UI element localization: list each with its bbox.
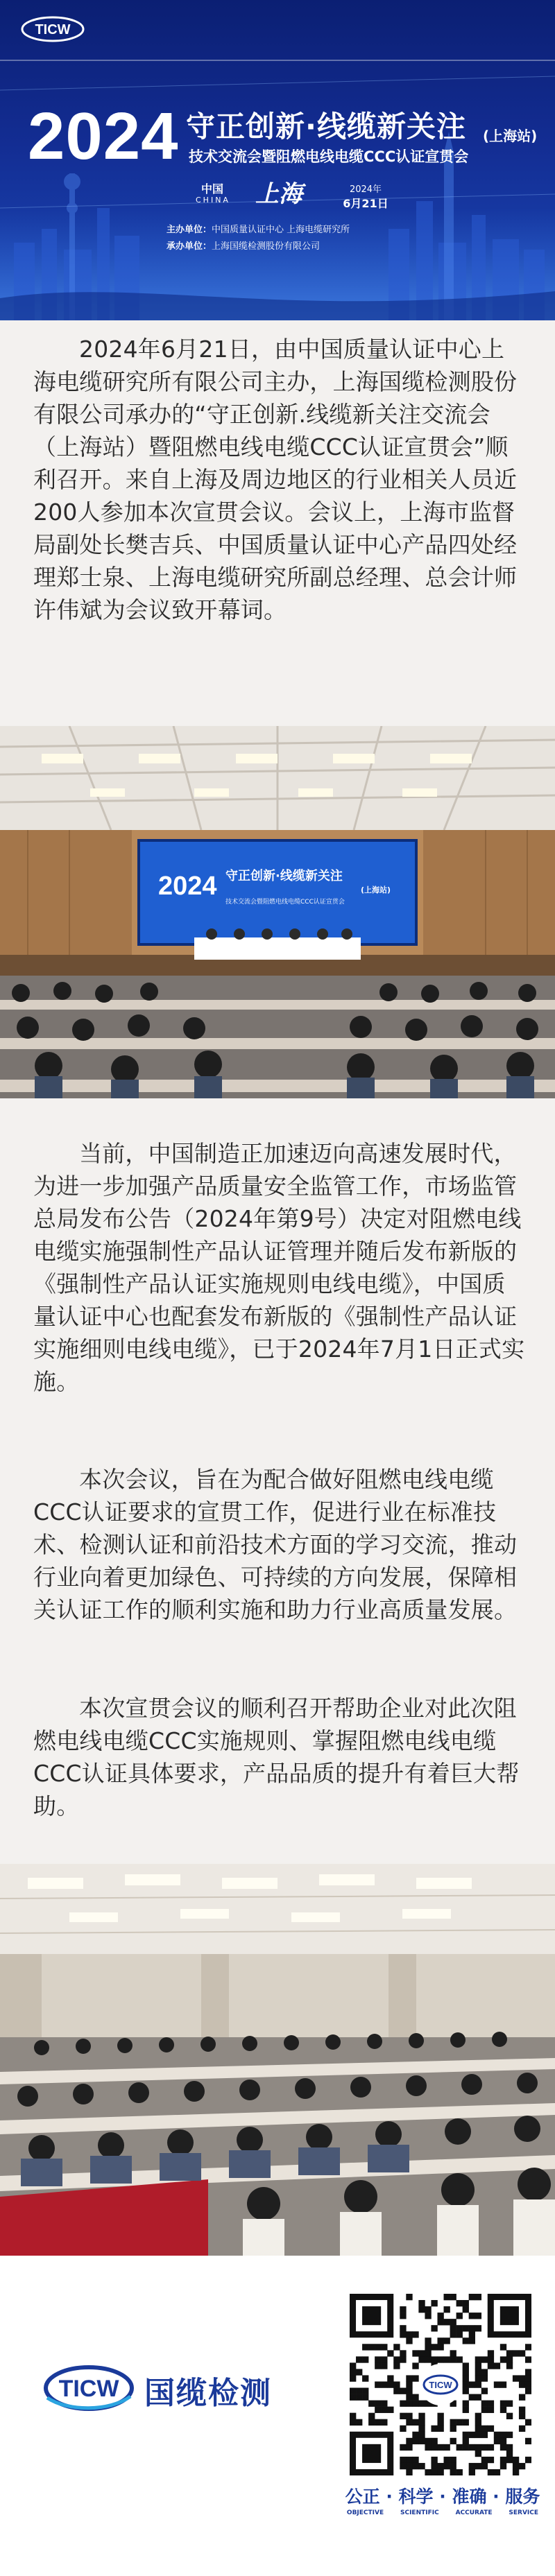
banner-divider [0, 60, 555, 61]
footer-logo-text: TICW [58, 2376, 119, 2402]
banner-date [341, 182, 390, 211]
conference-photo-audience [0, 1864, 555, 2256]
host-line [166, 222, 350, 239]
slogan-en-accurate: ACCURATE [455, 2509, 493, 2516]
banner-city-zh: 中国 [201, 182, 224, 196]
footer-slogan: 公正 · 科学 · 准确 · 服务 [345, 2487, 540, 2507]
host-value: 中国质量认证中心 上海电缆研究所 [212, 225, 350, 235]
organizer-line [166, 239, 350, 255]
screen-subtitle: 技术交流会暨阻燃电线电缆CCC认证宣贯会 [225, 899, 345, 906]
slogan-en-scientific: SCIENTIFIC [400, 2509, 439, 2516]
qr-center-logo-text: TICW [429, 2380, 452, 2390]
ticw-logo [19, 15, 86, 43]
ticw-logo-text: TICW [35, 22, 71, 37]
organizer-value: 上海国缆检测股份有限公司 [212, 241, 321, 252]
host-label: 主办单位： [166, 225, 212, 235]
event-banner [0, 0, 555, 320]
footer-slogan-en [339, 2509, 547, 2516]
banner-subtitle: 技术交流会暨阻燃电线电缆CCC认证宣贯会 [189, 148, 469, 165]
screen-station: (上海站) [361, 885, 391, 894]
organizer-label: 承办单位： [166, 241, 212, 252]
banner-city-en: CHINA [196, 196, 230, 205]
banner-city-name: 上海 [255, 180, 302, 208]
ticw-logo [40, 2356, 137, 2420]
article-paragraph-1: 2024年6月21日，由中国质量认证中心上海电缆研究所有限公司主办，上海国缆检测股份有限公司承办的“守正创新.线缆新关注交流会（上海站）暨阻燃电线电缆CCC认证宣贯会”顺利召开。来自上海及周边地区的行业相关人员近200人参加本次宣贯会议。会议上，上海市监督局副处长樊吉兵、中国质量认证中心产品四处经理郑士泉、上海电缆研究所副总经理、总会计师许伟斌为会议致开幕词。 [33, 336, 518, 623]
footer-brand: 国缆检测 [144, 2376, 272, 2411]
article-paragraph-3: 本次会议，旨在为配合做好阻燃电线电缆CCC认证要求的宣贯工作，促进行业在标准技术、检测认证和前沿技术方面的学习交流，推动行业向着更加绿色、可持续的方向发展，保障相关认证工作的顺利实施和助力行业高质量发展。 [33, 1466, 518, 1623]
screen-title: 守正创新·线缆新关注 [225, 869, 343, 883]
banner-date-year: 2024年 [349, 184, 382, 195]
article-paragraph-4: 本次宣贯会议的顺利召开帮助企业对此次阻燃电线电缆CCC实施规则、掌握阻燃电线电缆CCC认证具体要求，产品品质的提升有着巨大帮助。 [33, 1695, 520, 1819]
banner-date-day: 6月21日 [343, 197, 388, 210]
article-paragraph-2: 当前，中国制造正加速迈向高速发展时代，为进一步加强产品质量安全监管工作，市场监管总局发布公告（2024年第9号）决定对阻燃电线电缆实施强制性产品认证管理并随后发布新版的《强制性产品认证实施规则电线电缆》，中国质量认证中心也配套发布新版的《强制性产品认证实施细则电线电缆》，已于2024年7月1日正式实施。 [33, 1140, 525, 1395]
screen-year: 2024 [158, 872, 217, 901]
footer [0, 2256, 555, 2576]
slogan-en-objective: OBJECTIVE [346, 2509, 384, 2516]
banner-title: 守正创新·线缆新关注 [186, 110, 466, 144]
banner-organizers [166, 222, 350, 255]
banner-station: (上海站) [483, 128, 538, 144]
conference-photo-stage [0, 726, 555, 1098]
slogan-en-service: SERVICE [509, 2509, 539, 2516]
banner-year: 2024 [28, 99, 179, 173]
qr-code[interactable] [350, 2294, 531, 2475]
